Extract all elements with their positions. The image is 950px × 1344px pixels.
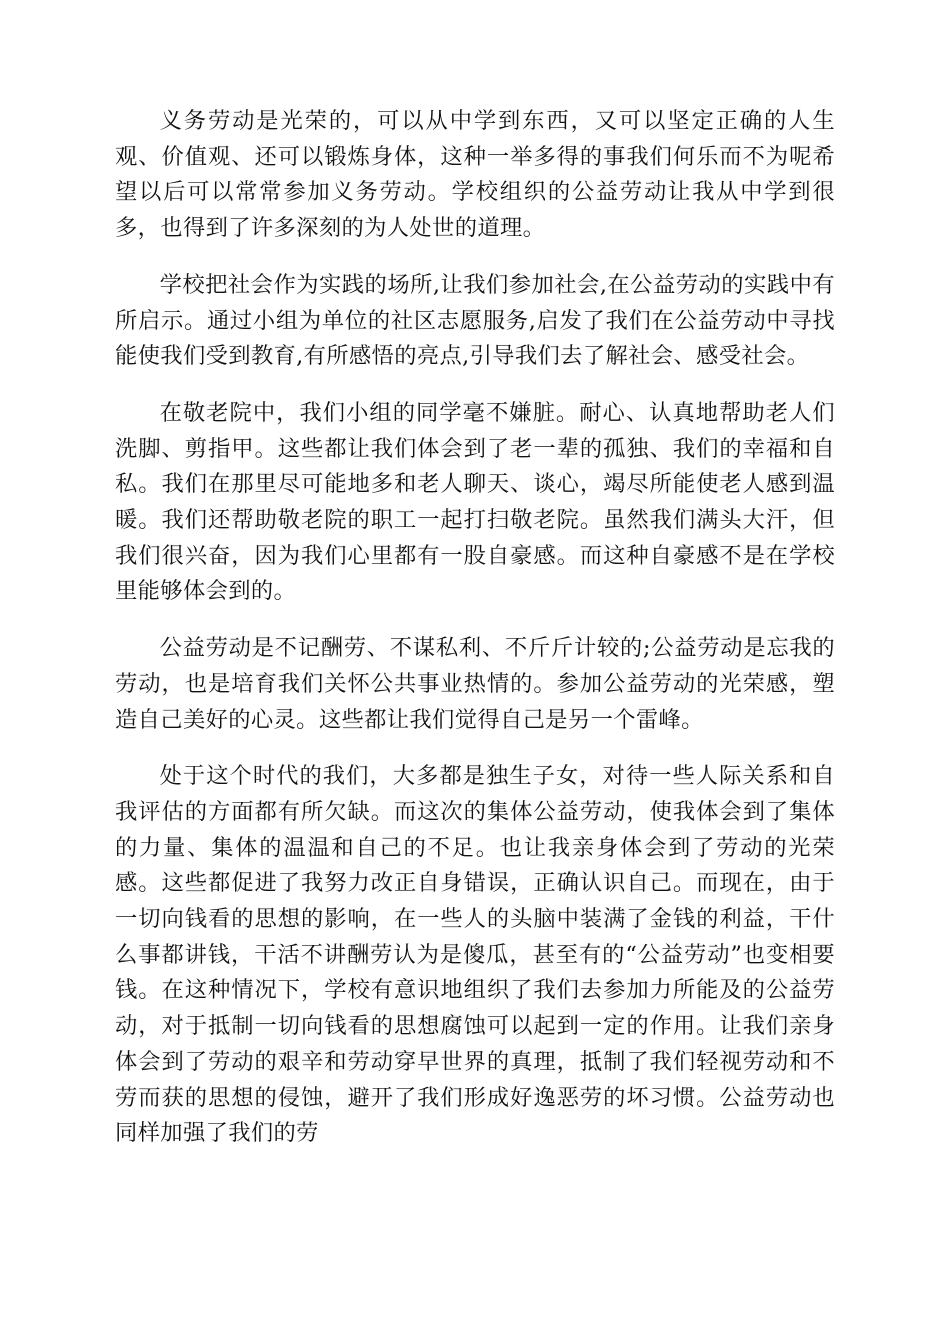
paragraph-4: 公益劳动是不记酬劳、不谋私利、不斤斤计较的;公益劳动是忘我的劳动，也是培育我们关怀公共事业热情的。参加公益劳动的光荣感，塑造自己美好的心灵。这些都让我们觉得自己是另一个雷峰。 xyxy=(115,635,835,733)
paragraph-1: 义务劳动是光荣的，可以从中学到东西，又可以坚定正确的人生观、价值观、还可以锻炼身体，这种一举多得的事我们何乐而不为呢希望以后可以常常参加义务劳动。学校组织的公益劳动让我从中学到很多，也得到了许多深刻的为人处世的道理。 xyxy=(115,108,835,242)
paragraph-5: 处于这个时代的我们，大多都是独生子女，对待一些人际关系和自我评估的方面都有所欠缺。而这次的集体公益劳动，使我体会到了集体的力量、集体的温温和自己的不足。也让我亲身体会到了劳动的光荣感。这些都促进了我努力改正自身错误，正确认识自己。而现在，由于一切向钱看的思想的影响，在一些人的头脑中装满了金钱的利益，干什么事都讲钱，干活不讲酬劳认为是傻瓜，甚至有的“公益劳动”也变相要钱。在这种情况下，学校有意识地组织了我们去参加力所能及的公益劳动，对于抵制一切向钱看的思想腐蚀可以起到一定的作用。让我们亲身体会到了劳动的艰辛和劳动穿早世界的真理，抵制了我们轻视劳动和不劳而获的思想的侵蚀，避开了我们形成好逸恶劳的坏习惯。公益劳动也同样加强了我们的劳 xyxy=(115,763,835,1147)
document-body xyxy=(115,104,835,1173)
paragraph-3: 在敬老院中，我们小组的同学毫不嫌脏。耐心、认真地帮助老人们洗脚、剪指甲。这些都让我们体会到了老一辈的孤独、我们的幸福和自私。我们在那里尽可能地多和老人聊天、谈心，竭尽所能使老人感到温暖。我们还帮助敬老院的职工一起打扫敬老院。虽然我们满头大汗，但我们很兴奋，因为我们心里都有一股自豪感。而这种自豪感不是在学校里能够体会到的。 xyxy=(115,399,835,605)
paragraph-2: 学校把社会作为实践的场所,让我们参加社会,在公益劳动的实践中有所启示。通过小组为单位的社区志愿服务,启发了我们在公益劳动中寻找能使我们受到教育,有所感悟的亮点,引导我们去了解社会、感受社会。 xyxy=(115,271,835,370)
